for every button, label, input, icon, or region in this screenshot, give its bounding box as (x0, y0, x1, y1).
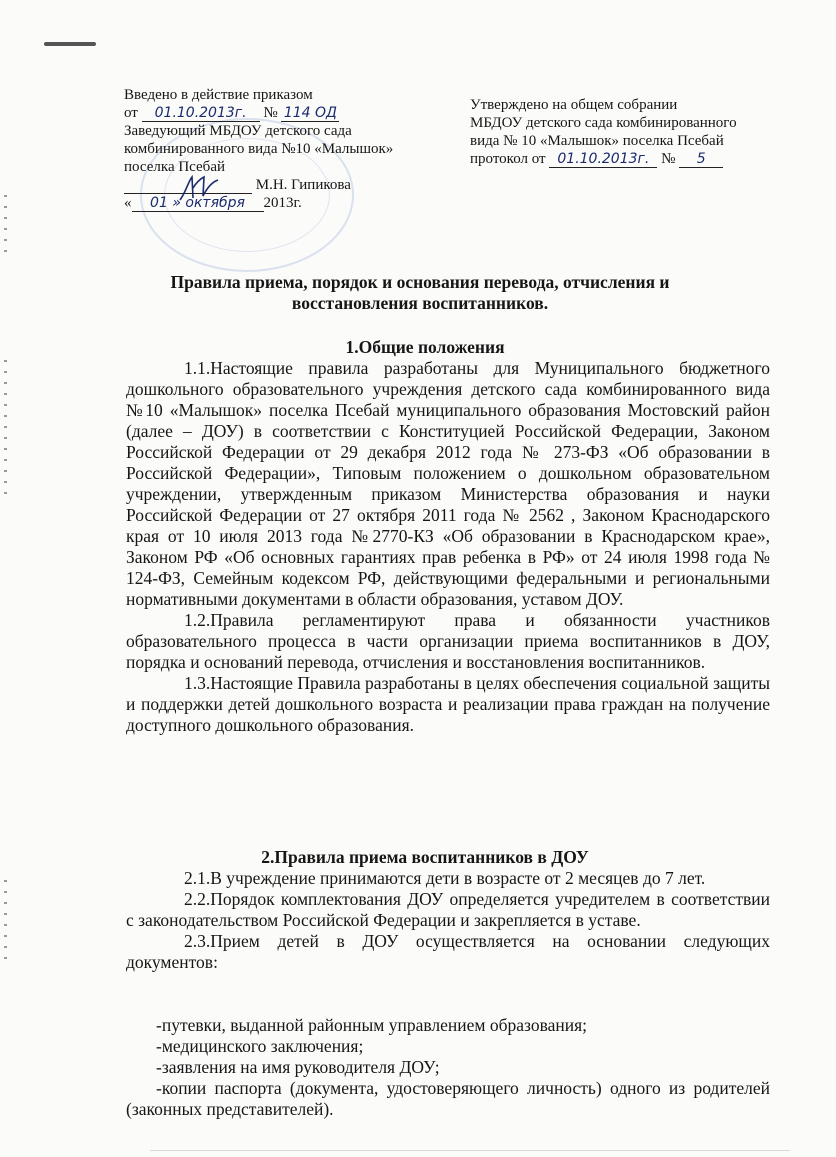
sign-year: 2013г. (263, 195, 302, 211)
scan-edge-dots (4, 195, 7, 261)
order-intro: Введено в действие приказом (124, 87, 313, 103)
quote-mark: « (124, 195, 132, 211)
section2-heading: 2.Правила приема воспитанников в ДОУ (261, 847, 589, 867)
list-item: -путевки, выданной районным управлением образования; (156, 1015, 588, 1035)
head-title: Заведующий МБДОУ детского сада (124, 123, 352, 139)
list-item: -заявления на имя руководителя ДОУ; (156, 1057, 440, 1077)
protocol-number-handwritten: 5 (696, 151, 706, 167)
paragraph-2-2: 2.2.Порядок комплектования ДОУ определяется учредителем в соответствии с законодательством Российской Федерации и закрепляется в уставе. (126, 889, 770, 930)
paragraph-2-3: 2.3.Прием детей в ДОУ осуществляется на основании следующих документов: (126, 931, 770, 972)
order-date-line (124, 104, 393, 122)
section2-body (126, 868, 770, 973)
sign-date-line (124, 194, 393, 212)
from-label: от (124, 105, 138, 121)
scan-artifact-line (150, 1150, 790, 1151)
section1-body (126, 358, 770, 736)
protocol-label: протокол от (470, 151, 546, 167)
sign-date-handwritten: 01 » октября (150, 195, 245, 211)
scan-edge-dots (4, 880, 7, 968)
head-title-village: поселка Псебай (124, 159, 226, 175)
head-title-cont: комбинированного вида №10 «Малышок» (124, 141, 394, 157)
number-sign: № (263, 105, 278, 121)
approval-org-cont: вида № 10 «Малышок» поселка Псебай (470, 133, 724, 149)
approval-intro: Утверждено на общем собрании (470, 97, 678, 113)
right-header (470, 96, 737, 168)
section1-heading: 1.Общие положения (345, 337, 505, 357)
list-item: -копии паспорта (документа, удостоверяющего личность) одного из родителей (законных представителей). (126, 1078, 770, 1119)
protocol-date-handwritten: 01.10.2013г. (557, 151, 650, 167)
scan-artifact-mark (44, 42, 96, 46)
paragraph-1-2: 1.2.Правила регламентируют права и обязанности участников образовательного процесса в части организации приема воспитанников в ДОУ, порядка и оснований перевода, отчисления и восстановления воспитанников. (126, 610, 770, 672)
left-header (124, 86, 393, 212)
paragraph-1-3: 1.3.Настоящие Правила разработаны в целях обеспечения социальной защиты и поддержки детей дошкольного возраста и реализации права граждан на получение доступного дошкольного образования. (126, 673, 770, 735)
scan-edge-dots (4, 360, 7, 503)
paragraph-2-1: 2.1.В учреждение принимаются дети в возрасте от 2 месяцев до 7 лет. (184, 868, 706, 888)
list-item: -медицинского заключения; (156, 1036, 364, 1056)
approval-org: МБДОУ детского сада комбинированного (470, 115, 737, 131)
signer-name: М.Н. Гипикова (255, 177, 351, 193)
document-title: Правила приема, порядок и основания перевода, отчисления и восстановления воспитанников. (170, 272, 670, 313)
order-number-handwritten: 114 ОД (283, 105, 337, 121)
paragraph-1-1: 1.1.Настоящие правила разработаны для Муниципального бюджетного дошкольного образовательного учреждения детского сада комбинированного вида №10 «Малышок» поселка Псебай муниципального образования Мостовский район (далее – ДОУ) в соответствии с Конституцией Российской Федерации, Законом Российской Федерации от 29 декабря 2012 года № 273-ФЗ «Об образовании в Российской Федерации», Типовым положением о дошкольном образовательном учреждении, утвержденным приказом Министерства образования и науки Российской Федерации от 27 октября 2011 года № 2562 , Законом Краснодарского края от 10 июля 2013 года №2770-КЗ «Об образовании в Краснодарском крае», Законом РФ «Об основных гарантиях прав ребенка в РФ» от 24 июля 1998 года № 124-ФЗ, Семейным кодексом РФ, действующими федеральными и региональными нормативными документами в области образования, уставом ДОУ. (126, 358, 770, 609)
handwritten-signature (176, 174, 222, 204)
signature-line (124, 176, 393, 194)
order-date-handwritten: 01.10.2013г. (154, 105, 247, 121)
number-sign: № (661, 151, 676, 167)
protocol-line (470, 150, 737, 168)
